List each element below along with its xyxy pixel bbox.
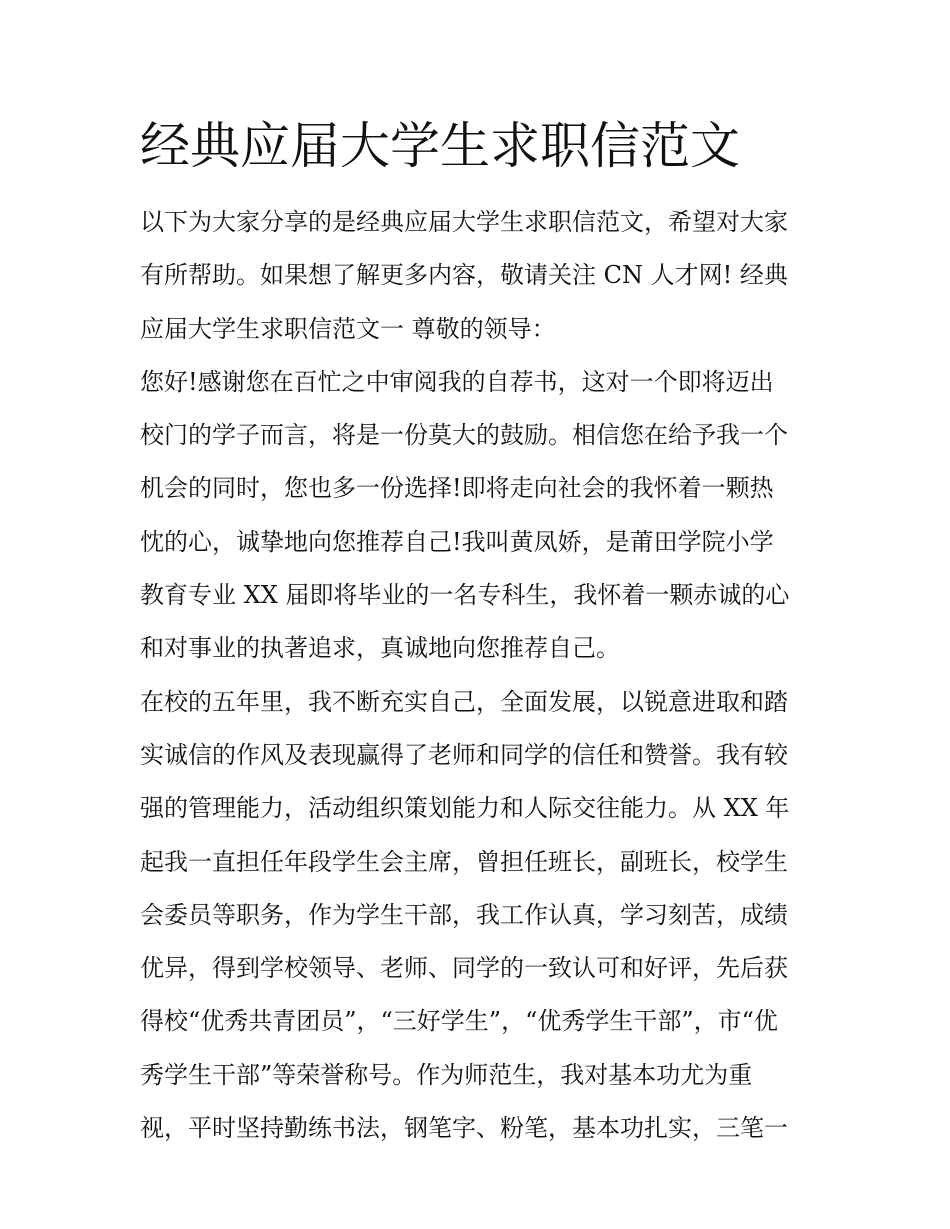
text-line: 和对事业的执著追求，真诚地向您推荐自己。	[140, 634, 620, 663]
text-line: 以下为大家分享的是经典应届大学生求职信范文，希望对大家	[140, 208, 788, 236]
text-line: 应届大学生求职信范文一 尊敬的领导：	[140, 314, 556, 343]
text-line: 强的管理能力，活动组织策划能力和人际交往能力。从 XX 年	[140, 794, 790, 823]
text-line: 优异，得到学校领导、老师、同学的一致认可和好评，先后获	[140, 954, 788, 983]
text-line: 会委员等职务，作为学生干部，我工作认真，学习刻苦，成绩	[140, 900, 788, 929]
text-line: 在校的五年里，我不断充实自己，全面发展，以锐意进取和踏	[140, 687, 788, 716]
document-title: 经典应届大学生求职信范文	[140, 117, 740, 175]
text-line: 有所帮助。如果想了解更多内容，敬请关注 CN 人才网! 经典	[140, 261, 788, 290]
text-line: 秀学生干部”等荣誉称号。作为师范生，我对基本功尤为重	[140, 1060, 753, 1089]
text-line: 实诚信的作风及表现赢得了老师和同学的信任和赞誉。我有较	[140, 740, 788, 769]
text-line: 您好!感谢您在百忙之中审阅我的自荐书，这对一个即将迈出	[140, 367, 774, 396]
document-body	[140, 200, 820, 1159]
text-line: 教育专业 XX 届即将毕业的一名专科生，我怀着一颗赤诚的心	[140, 581, 790, 610]
text-line: 得校“优秀共青团员”，“三好学生”，“优秀学生干部”，市“优	[140, 1007, 778, 1036]
text-line: 机会的同时，您也多一份选择!即将走向社会的我怀着一颗热	[140, 474, 774, 503]
text-line: 起我一直担任年段学生会主席，曾担任班长，副班长，校学生	[140, 847, 788, 876]
text-line: 忱的心，诚挚地向您推荐自己!我叫黄凤娇，是莆田学院小学	[140, 527, 774, 556]
text-line: 校门的学子而言，将是一份莫大的鼓励。相信您在给予我一个	[140, 421, 788, 450]
text-line: 视，平时坚持勤练书法，钢笔字、粉笔，基本功扎实，三笔一	[140, 1114, 788, 1143]
